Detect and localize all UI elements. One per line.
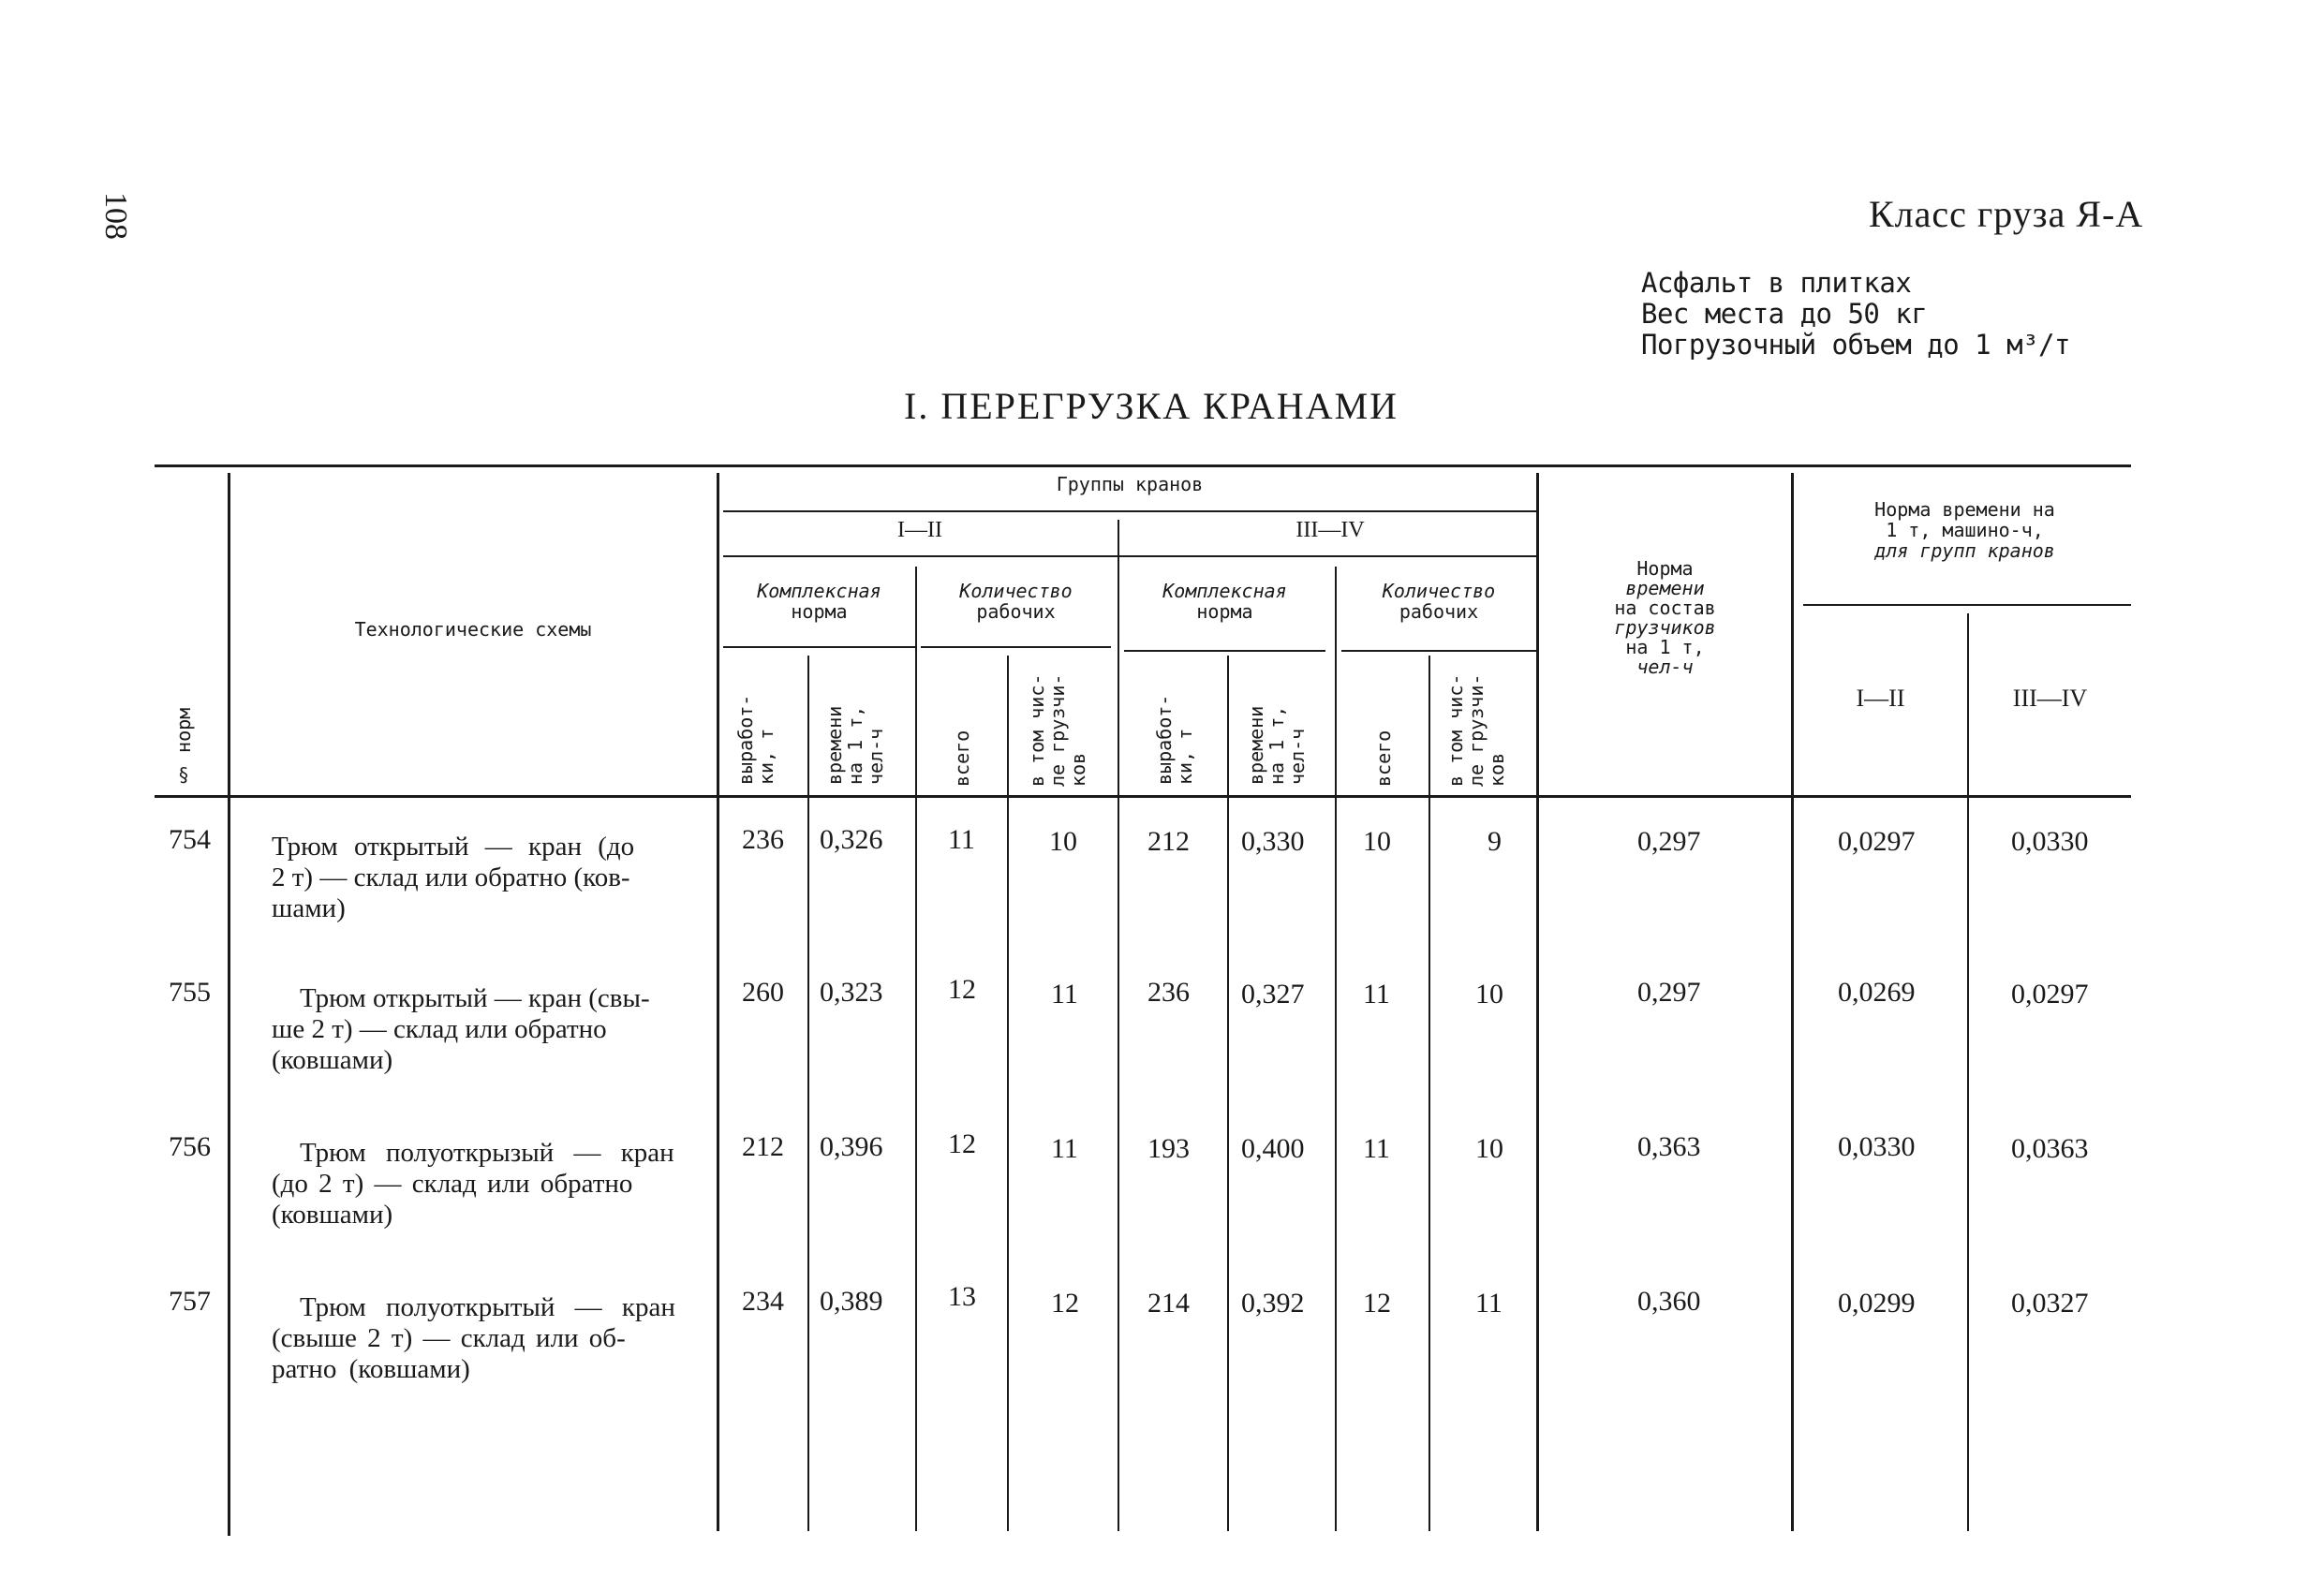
section-title: I. ПЕРЕГРУЗКА КРАНАМИ — [904, 385, 1399, 427]
header-complex-norm-1 — [723, 581, 915, 622]
header-incl-loaders: в том чис- ле грузчи- ков — [1026, 673, 1089, 787]
table-top-rule — [155, 464, 2131, 467]
header-machine-group-2: III—IV — [2012, 685, 2088, 712]
header-crane-groups: Группы кранов — [1056, 473, 1204, 495]
column-rule — [807, 656, 809, 1531]
column-rule — [1118, 520, 1119, 1531]
value-cell: 0,0297 — [1838, 826, 1916, 857]
value-cell: 0,360 — [1637, 1286, 1701, 1317]
header-complex-norm-label: Комплексная — [757, 580, 881, 602]
value-cell: 212 — [1147, 826, 1190, 857]
header-time-per-t: времени на 1 т, чел-ч — [1245, 705, 1309, 785]
header-machine-norm-line: 1 т, машино-ч, — [1886, 519, 2044, 541]
scheme-line: (свыше 2 т) — склад или об- — [272, 1323, 626, 1353]
header-machine-group-1: I—II — [1856, 685, 1905, 712]
value-cell: 214 — [1147, 1288, 1190, 1319]
machine-norm-rule — [1803, 604, 2131, 606]
table-header-rule — [155, 795, 2131, 798]
scheme-line: (ковшами) — [272, 1045, 393, 1075]
header-incl-loaders: в том чис- ле грузчи- ков — [1444, 673, 1508, 787]
value-cell: 0,392 — [1241, 1288, 1305, 1319]
value-cell: 0,0299 — [1838, 1288, 1916, 1319]
value-cell: 12 — [948, 1128, 976, 1159]
scheme-line: Трюм полуоткрызый — кран — [300, 1138, 674, 1168]
scheme-line: шами) — [272, 893, 346, 923]
value-cell: 193 — [1147, 1133, 1190, 1164]
value-cell: 0,363 — [1637, 1131, 1701, 1162]
header-loader-norm-line: грузчиков — [1614, 616, 1716, 639]
column-rule — [1007, 656, 1009, 1531]
value-cell: 0,326 — [820, 824, 883, 855]
value-cell: 0,323 — [820, 977, 883, 1008]
value-cell: 13 — [948, 1281, 976, 1312]
column-rule — [1791, 473, 1794, 1531]
value-cell: 10 — [1049, 826, 1077, 857]
value-cell: 0,327 — [1241, 979, 1305, 1010]
header-workers-1 — [921, 581, 1111, 622]
value-cell: 10 — [1475, 1133, 1503, 1164]
column-rule — [1536, 473, 1539, 1531]
header-schemes: Технологические схемы — [354, 618, 592, 641]
scheme-line: ше 2 т) — склад или обратно — [272, 1014, 607, 1044]
value-cell: 12 — [948, 974, 976, 1005]
scheme-line: (до 2 т) — склад или обратно — [272, 1169, 633, 1199]
cargo-class-title: Класс груза Я-А — [1869, 193, 2144, 235]
value-cell: 0,0330 — [1838, 1131, 1916, 1162]
norm-number: 754 — [169, 824, 211, 855]
value-cell: 0,0327 — [2011, 1288, 2089, 1319]
crane-group-subrule — [723, 555, 1536, 557]
value-cell: 0,0297 — [2011, 979, 2089, 1010]
header-machine-norm-line: для групп кранов — [1874, 539, 2055, 562]
value-cell: 236 — [742, 824, 784, 855]
scheme-line: Трюм полуоткрытый — кран — [300, 1292, 675, 1322]
value-cell: 11 — [1475, 1288, 1502, 1319]
scheme-line: ратно (ковшами) — [272, 1354, 470, 1384]
column-rule — [228, 473, 230, 1536]
value-cell: 260 — [742, 977, 784, 1008]
scheme-text — [272, 983, 650, 1076]
column-rule — [915, 567, 917, 1531]
scheme-line: Трюм открытый — кран (до — [272, 832, 635, 862]
header-workers-label: рабочих — [976, 600, 1056, 623]
header-machine-norm-line: Норма времени на — [1874, 498, 2055, 521]
column-rule — [1335, 567, 1337, 1531]
value-cell: 10 — [1363, 826, 1391, 857]
cargo-description-line: Погрузочный объем до 1 м³/т — [1641, 329, 2070, 361]
column-rule — [717, 473, 719, 1531]
value-cell: 234 — [742, 1286, 784, 1317]
value-cell: 9 — [1488, 826, 1502, 857]
value-cell: 236 — [1147, 977, 1190, 1008]
header-loader-norm-line: на состав — [1614, 597, 1716, 619]
scheme-text — [272, 1292, 675, 1385]
header-output: выработ- ки, т — [734, 694, 777, 785]
header-loader-norm-line: времени — [1625, 577, 1705, 599]
scheme-line: Трюм открытый — кран (свы- — [300, 983, 650, 1013]
header-group-2: III—IV — [1295, 518, 1365, 542]
value-cell: 0,297 — [1637, 826, 1701, 857]
scheme-text — [272, 832, 634, 924]
value-cell: 0,0363 — [2011, 1133, 2089, 1164]
page-number: 108 — [98, 192, 133, 240]
header-complex-norm-label: норма — [1196, 600, 1253, 623]
header-total: всего — [951, 730, 973, 787]
value-cell: 212 — [742, 1131, 784, 1162]
column-rule — [1428, 656, 1430, 1531]
value-cell: 10 — [1475, 979, 1503, 1010]
subheader-rule — [723, 646, 915, 648]
value-cell: 0,330 — [1241, 826, 1305, 857]
header-workers-label: рабочих — [1399, 600, 1479, 623]
header-time-per-t: времени на 1 т, чел-ч — [823, 705, 887, 785]
header-workers-label: Количество — [1382, 580, 1496, 602]
scheme-text — [272, 1138, 674, 1231]
value-cell: 11 — [1363, 1133, 1390, 1164]
value-cell: 11 — [1363, 979, 1390, 1010]
header-loader-norm-line: на 1 т, — [1625, 636, 1705, 658]
value-cell: 0,396 — [820, 1131, 883, 1162]
value-cell: 12 — [1051, 1288, 1079, 1319]
header-complex-norm-label: норма — [791, 600, 848, 623]
header-norm-number: § норм — [172, 707, 195, 787]
header-workers-2 — [1341, 581, 1536, 622]
value-cell: 0,400 — [1241, 1133, 1305, 1164]
header-group-1: I—II — [897, 518, 942, 542]
header-machine-norm — [1799, 499, 2131, 561]
scheme-line: 2 т) — склад или обратно (ков- — [272, 862, 630, 892]
header-workers-label: Количество — [959, 580, 1073, 602]
header-total: всего — [1372, 730, 1395, 787]
header-loader-norm-line: чел-ч — [1636, 656, 1694, 678]
cargo-description-line: Асфальт в плитках — [1641, 267, 1912, 299]
header-loader-norm — [1546, 559, 1784, 677]
value-cell: 0,389 — [820, 1286, 883, 1317]
header-loader-norm-line: Норма — [1636, 557, 1694, 580]
scheme-line: (ковшами) — [272, 1200, 393, 1230]
norm-number: 757 — [169, 1286, 211, 1317]
value-cell: 11 — [1051, 1133, 1078, 1164]
column-rule — [1227, 656, 1229, 1531]
crane-groups-rule — [723, 510, 1536, 512]
value-cell: 0,297 — [1637, 977, 1701, 1008]
header-complex-norm-label: Комплексная — [1162, 580, 1287, 602]
cargo-description — [1641, 268, 2070, 361]
norm-number: 755 — [169, 977, 211, 1008]
column-rule — [1967, 613, 1969, 1531]
value-cell: 12 — [1363, 1288, 1391, 1319]
cargo-description-line: Вес места до 50 кг — [1641, 298, 1928, 330]
value-cell: 0,0330 — [2011, 826, 2089, 857]
value-cell: 11 — [1051, 979, 1078, 1010]
header-complex-norm-2 — [1124, 581, 1325, 622]
value-cell: 0,0269 — [1838, 977, 1916, 1008]
subheader-rule — [1124, 650, 1325, 652]
header-output: выработ- ки, т — [1153, 694, 1196, 785]
value-cell: 11 — [948, 824, 975, 855]
norm-number: 756 — [169, 1131, 211, 1162]
